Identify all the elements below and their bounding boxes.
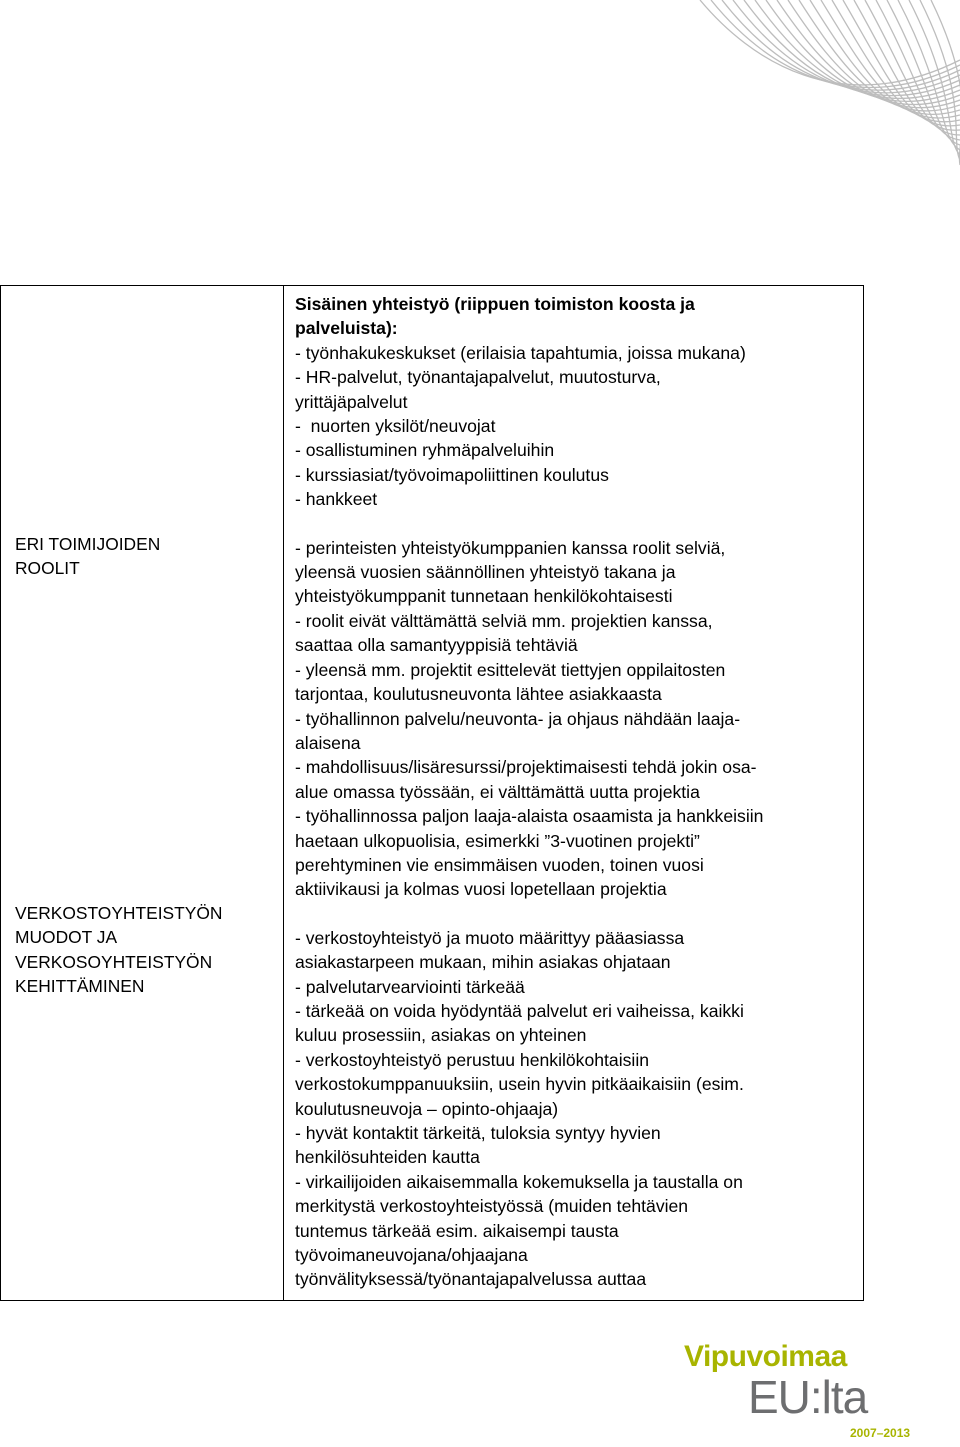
logo-line2: EU:lta bbox=[748, 1371, 868, 1423]
text-line: - työnhakukeskukset (erilaisia tapahtumia, joissa mukana) bbox=[295, 342, 746, 363]
left-label-line: ERI TOIMIJOIDEN bbox=[15, 534, 161, 554]
vipuvoimaa-logo bbox=[680, 1340, 920, 1444]
text-line: tuntemus tärkeää esim. aikaisempi tausta bbox=[295, 1220, 619, 1241]
left-label-line: VERKOSTOYHTEISTYÖN bbox=[15, 902, 223, 923]
decorative-grey-lines bbox=[660, 0, 960, 175]
text-line: - roolit eivät välttämättä selviä mm. projektien kanssa, bbox=[295, 610, 713, 631]
text-line: koulutusneuvoja – opinto-ohjaaja) bbox=[295, 1098, 559, 1119]
left-label-line: VERKOSOYHTEISTYÖN bbox=[15, 951, 213, 972]
text-line: asiakastarpeen mukaan, mihin asiakas ohjataan bbox=[295, 952, 671, 973]
text-line: - työhallinnossa paljon laaja-alaista osaamista ja hankkeisiin bbox=[295, 806, 764, 827]
text-line: perehtyminen vie ensimmäisen vuoden, toinen vuosi bbox=[295, 854, 704, 875]
text-line: - perinteisten yhteistyökumppanien kanssa roolit selviä, bbox=[295, 537, 726, 558]
decorative-line bbox=[711, 0, 960, 87]
text-line: - verkostoyhteistyö perustuu henkilökohtaisiin bbox=[295, 1049, 650, 1070]
text-line: - mahdollisuus/lisäresurssi/projektimaisesti tehdä jokin osa- bbox=[295, 757, 757, 778]
text-line: merkitystä verkostoyhteistyössä (muiden tehtävien bbox=[295, 1196, 689, 1217]
text-line: - tärkeää on voida hyödyntää palvelut eri vaiheissa, kaikki bbox=[295, 1000, 744, 1021]
text-line: - hankkeet bbox=[295, 489, 378, 510]
text-line: - osallistuminen ryhmäpalveluihin bbox=[295, 440, 555, 461]
left-label-line: MUODOT JA bbox=[15, 927, 118, 948]
section-roles bbox=[295, 536, 853, 902]
left-label-network bbox=[15, 901, 279, 999]
text-line: alue omassa työssään, ei välttämättä uutta projektia bbox=[295, 781, 700, 802]
left-label-line: ROOLIT bbox=[15, 558, 80, 579]
text-line: yleensä vuosien säännöllinen yhteistyö takana ja bbox=[295, 562, 676, 583]
text-line: - kurssiasiat/työvoimapoliittinen koulutus bbox=[295, 464, 609, 485]
text-line: - palvelutarvearviointi tärkeää bbox=[295, 976, 525, 997]
right-column bbox=[284, 286, 864, 1301]
text-line: - HR-palvelut, työnantajapalvelut, muutosturva, bbox=[295, 367, 661, 388]
text-line: - verkostoyhteistyö ja muoto määrittyy pääasiassa bbox=[295, 927, 685, 948]
text-line: - yleensä mm. projektit esittelevät tiettyjen oppilaitosten bbox=[295, 659, 726, 680]
table-row bbox=[1, 286, 864, 1301]
section-heading-line: palveluista): bbox=[295, 318, 398, 339]
left-label-roles bbox=[15, 532, 279, 581]
text-line: saattaa olla samantyyppisiä tehtäviä bbox=[295, 635, 578, 656]
text-line: - työhallinnon palvelu/neuvonta- ja ohjaus nähdään laaja- bbox=[295, 708, 741, 729]
section-heading-line: Sisäinen yhteistyö (riippuen toimiston koosta ja bbox=[295, 294, 695, 314]
text-line: yhteistyökumppanit tunnetaan henkilökohtaisesti bbox=[295, 586, 673, 607]
text-line: kuluu prosessiin, asiakas on yhteinen bbox=[295, 1025, 587, 1046]
decorative-line bbox=[854, 0, 960, 130]
text-line: alaisena bbox=[295, 732, 361, 753]
text-line: työvoimaneuvojana/ohjaajana bbox=[295, 1245, 528, 1266]
text-line: - hyvät kontaktit tärkeitä, tuloksia syntyy hyvien bbox=[295, 1123, 661, 1143]
decorative-line bbox=[865, 0, 960, 135]
logo-years: 2007–2013 bbox=[850, 1426, 911, 1440]
text-line: yrittäjäpalvelut bbox=[295, 391, 408, 412]
text-line: verkostokumppanuuksiin, usein hyvin pitkäaikaisiin (esim. bbox=[295, 1074, 744, 1095]
decorative-line bbox=[887, 0, 960, 145]
text-line: - virkailijoiden aikaisemmalla kokemuksella ja taustalla on bbox=[295, 1171, 743, 1192]
section-internal-cooperation bbox=[295, 292, 853, 512]
text-line: työnvälityksessä/työnantajapalvelussa auttaa bbox=[295, 1269, 647, 1290]
left-label-line: KEHITTÄMINEN bbox=[15, 976, 145, 997]
left-column bbox=[1, 286, 284, 1301]
logo-line1: Vipuvoimaa bbox=[684, 1340, 847, 1373]
text-line: tarjontaa, koulutusneuvonta lähtee asiakkaasta bbox=[295, 684, 662, 705]
text-line: haetaan ulkopuolisia, esimerkki ”3-vuotinen projekti” bbox=[295, 830, 700, 851]
text-line: aktiivikausi ja kolmas vuosi lopetellaan projektia bbox=[295, 879, 667, 900]
content-table bbox=[0, 285, 864, 1301]
decorative-line bbox=[920, 0, 960, 160]
text-line: henkilösuhteiden kautta bbox=[295, 1147, 480, 1168]
section-network-forms bbox=[295, 926, 853, 1292]
text-line: - nuorten yksilöt/neuvojat bbox=[295, 416, 496, 437]
